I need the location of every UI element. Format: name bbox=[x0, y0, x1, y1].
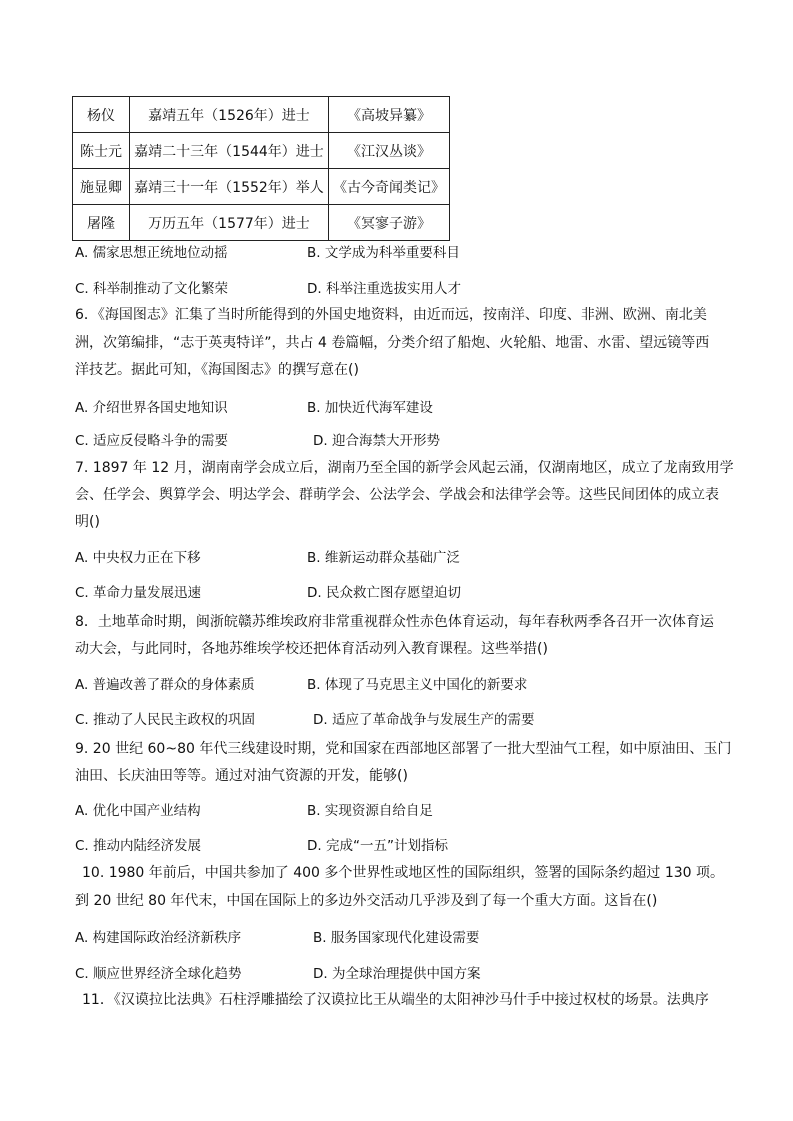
table-cell-name: 屠隆 bbox=[73, 205, 130, 241]
q6-stem-line-2: 洲，次第编排，“志于英夷特详”，共占 4 卷篇幅，分类介绍了船炮、火轮船、地雷、水雷、望远镜等西 bbox=[75, 335, 710, 351]
q8-option-d: D. 适应了革命战争与发展生产的需要 bbox=[313, 712, 535, 728]
table-cell-name: 施显卿 bbox=[73, 169, 130, 205]
q5-option-b: B. 文学成为科举重要科目 bbox=[307, 245, 460, 261]
table-row bbox=[73, 205, 450, 241]
table-cell-name: 陈士元 bbox=[73, 133, 130, 169]
q5-option-d: D. 科举注重选拔实用人才 bbox=[307, 281, 461, 297]
q10-option-a: A. 构建国际政治经济新秩序 bbox=[75, 930, 242, 946]
q8-stem-line-1: 8．土地革命时期，闽浙皖赣苏维埃政府非常重视群众性赤色体育运动，每年春秋两季各召开一次体育运 bbox=[75, 614, 714, 630]
table-cell-work: 《江汉丛谈》 bbox=[329, 133, 450, 169]
q9-option-d: D. 完成“一五”计划指标 bbox=[307, 838, 448, 854]
q10-option-c: C. 顺应世界经济全球化趋势 bbox=[75, 966, 242, 982]
q8-option-b: B. 体现了马克思主义中国化的新要求 bbox=[307, 677, 528, 693]
table-cell-work: 《高坡异纂》 bbox=[329, 97, 450, 133]
table-cell-degree: 万历五年（1577年）进士 bbox=[130, 205, 329, 241]
q5-option-c: C. 科举制推动了文化繁荣 bbox=[75, 281, 229, 297]
table-cell-degree: 嘉靖五年（1526年）进士 bbox=[130, 97, 329, 133]
q10-option-b: B. 服务国家现代化建设需要 bbox=[313, 930, 480, 946]
q7-stem-line-3: 明() bbox=[75, 514, 100, 530]
q9-stem-line-1: 9. 20 世纪 60~80 年代三线建设时期，党和国家在西部地区部署了一批大型油气工程，如中原油田、玉门 bbox=[75, 741, 732, 757]
q7-option-a: A. 中央权力正在下移 bbox=[75, 550, 201, 566]
q6-stem-line-1: 6．《海国图志》汇集了当时所能得到的外国史地资料，由近而远，按南洋、印度、非洲、欧洲、南北美 bbox=[75, 307, 707, 323]
q10-stem-line-1: 10. 1980 年前后，中国共参加了 400 多个世界性或地区性的国际组织，签署的国际条约超过 130 项。 bbox=[82, 865, 725, 881]
q6-option-c: C. 适应反侵略斗争的需要 bbox=[75, 433, 229, 449]
table-row bbox=[73, 97, 450, 133]
q6-option-a: A. 介绍世界各国史地知识 bbox=[75, 400, 228, 416]
q9-stem-line-2: 油田、长庆油田等等。通过对油气资源的开发，能够() bbox=[75, 768, 408, 784]
q11-stem-line-1: 11．《汉谟拉比法典》石柱浮雕描绘了汉谟拉比王从端坐的太阳神沙马什手中接过权杖的场景。法典序 bbox=[82, 992, 709, 1008]
q8-option-c: C. 推动了人民民主政权的巩固 bbox=[75, 712, 256, 728]
q5-option-a: A. 儒家思想正统地位动摇 bbox=[75, 245, 228, 261]
table-cell-work: 《古今奇闻类记》 bbox=[329, 169, 450, 205]
reference-table bbox=[72, 96, 450, 241]
q10-option-d: D. 为全球治理提供中国方案 bbox=[313, 966, 481, 982]
q7-option-b: B. 维新运动群众基础广泛 bbox=[307, 550, 460, 566]
table-cell-degree: 嘉靖二十三年（1544年）进士 bbox=[130, 133, 329, 169]
q6-option-b: B. 加快近代海军建设 bbox=[307, 400, 433, 416]
q6-option-d: D. 迎合海禁大开形势 bbox=[313, 433, 440, 449]
q6-stem-line-3: 洋技艺。据此可知，《海国图志》的撰写意在() bbox=[75, 362, 359, 378]
q10-stem-line-2: 到 20 世纪 80 年代末，中国在国际上的多边外交活动几乎涉及到了每一个重大方面。这旨在() bbox=[75, 893, 658, 909]
table-cell-degree: 嘉靖三十一年（1552年）举人 bbox=[130, 169, 329, 205]
q7-stem-line-2: 会、任学会、舆算学会、明达学会、群萌学会、公法学会、学战会和法律学会等。这些民间团体的成立表 bbox=[75, 487, 719, 503]
table-cell-work: 《冥寥子游》 bbox=[329, 205, 450, 241]
q9-option-a: A. 优化中国产业结构 bbox=[75, 803, 201, 819]
table-row bbox=[73, 169, 450, 205]
q7-stem-line-1: 7. 1897 年 12 月，湖南南学会成立后，湖南乃至全国的新学会风起云涌，仅湖南地区，成立了龙南致用学 bbox=[75, 460, 734, 476]
q8-stem-line-2: 动大会，与此同时，各地苏维埃学校还把体育活动列入教育课程。这些举措() bbox=[75, 641, 548, 657]
q8-option-a: A. 普遍改善了群众的身体素质 bbox=[75, 677, 255, 693]
q7-option-c: C. 革命力量发展迅速 bbox=[75, 585, 202, 601]
q7-option-d: D. 民众救亡图存愿望迫切 bbox=[307, 585, 461, 601]
table-cell-name: 杨仪 bbox=[73, 97, 130, 133]
q9-option-b: B. 实现资源自给自足 bbox=[307, 803, 433, 819]
table-row bbox=[73, 133, 450, 169]
q9-option-c: C. 推动内陆经济发展 bbox=[75, 838, 202, 854]
